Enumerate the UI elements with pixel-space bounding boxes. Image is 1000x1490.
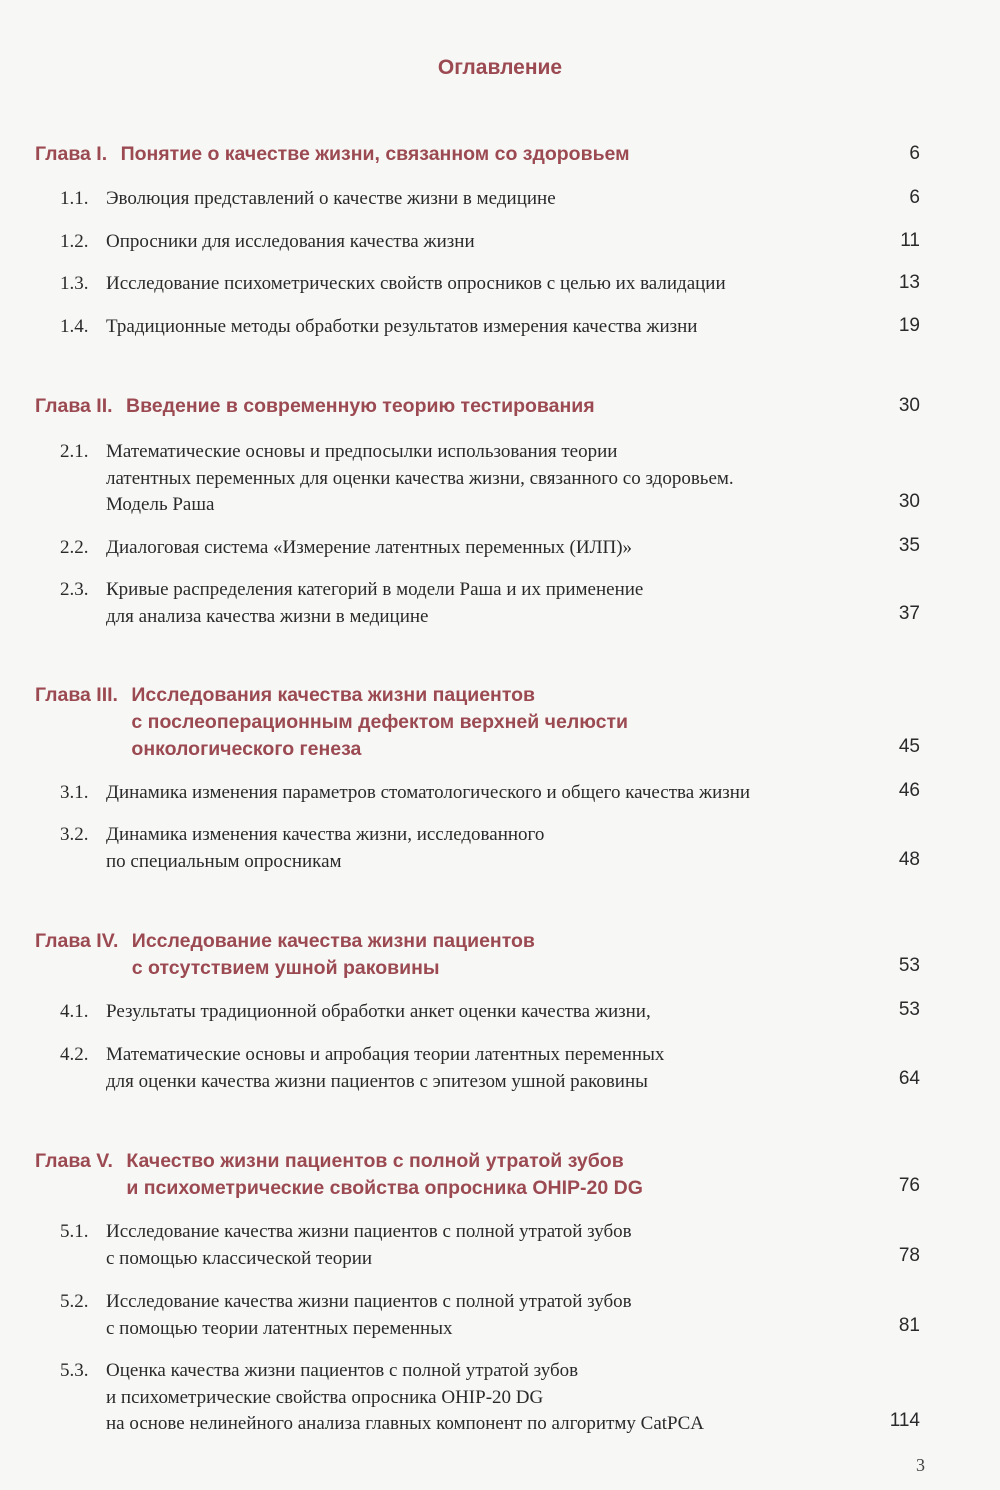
chapter-heading[interactable] bbox=[35, 1148, 643, 1202]
section-entry[interactable] bbox=[60, 822, 544, 875]
chapter-label: Глава II. bbox=[35, 395, 113, 417]
section-number: 3.2. bbox=[60, 824, 89, 845]
chapter-page: 6 bbox=[909, 143, 920, 164]
section-title: Эволюция представлений о качестве жизни в медицине bbox=[106, 188, 556, 209]
section-page: 46 bbox=[898, 780, 920, 801]
section-page: 114 bbox=[889, 1410, 920, 1431]
chapter-page: 53 bbox=[898, 955, 920, 976]
section-number: 4.1. bbox=[60, 1001, 89, 1022]
chapter-heading[interactable] bbox=[35, 141, 630, 168]
page-title: Оглавление bbox=[437, 56, 563, 79]
chapter-label: Глава I. bbox=[35, 143, 108, 165]
chapter-label: Глава V. bbox=[35, 1150, 113, 1172]
section-entry[interactable] bbox=[60, 577, 643, 630]
section-number: 1.4. bbox=[60, 316, 89, 337]
section-title: Опросники для исследования качества жизни bbox=[106, 231, 475, 252]
section-entry[interactable] bbox=[60, 1289, 632, 1342]
section-number: 5.3. bbox=[60, 1360, 89, 1381]
section-page: 53 bbox=[898, 999, 920, 1020]
section-page: 11 bbox=[900, 230, 920, 251]
section-title: Математические основы и предпосылки использования теории латентных переменных для оценки качества жизни, связанного со здоровьем. Модель Раша bbox=[106, 441, 734, 515]
section-number: 1.1. bbox=[60, 188, 89, 209]
section-page: 13 bbox=[898, 272, 920, 293]
chapter-page: 76 bbox=[898, 1175, 920, 1196]
section-entry[interactable] bbox=[60, 999, 651, 1026]
section-page: 19 bbox=[898, 315, 920, 336]
section-entry[interactable] bbox=[60, 229, 475, 256]
section-title: Оценка качества жизни пациентов с полной утратой зубов и психометрические свойства опросника OHIP-20 DG на основе нелинейного анализа главных компонент по алгоритму CatPCA bbox=[106, 1360, 704, 1434]
section-title: Динамика изменения параметров стоматологического и общего качества жизни bbox=[106, 782, 751, 803]
section-number: 4.2. bbox=[60, 1044, 89, 1065]
chapter-heading[interactable] bbox=[35, 928, 535, 982]
section-entry[interactable] bbox=[60, 1042, 664, 1095]
chapter-title: Исследования качества жизни пациентов с послеоперационным дефектом верхней челюсти онкологического генеза bbox=[131, 684, 629, 760]
section-number: 2.2. bbox=[60, 537, 89, 558]
section-page: 81 bbox=[898, 1315, 920, 1336]
section-entry[interactable] bbox=[60, 1358, 704, 1438]
section-entry[interactable] bbox=[60, 535, 632, 562]
chapter-label: Глава III. bbox=[35, 684, 118, 706]
section-entry[interactable] bbox=[60, 780, 750, 807]
section-number: 5.1. bbox=[60, 1221, 89, 1242]
section-page: 48 bbox=[898, 849, 920, 870]
chapter-label: Глава IV. bbox=[35, 930, 119, 952]
section-title: Исследование качества жизни пациентов с полной утратой зубов с помощью теории латентных переменных bbox=[106, 1291, 632, 1339]
section-page: 35 bbox=[898, 535, 920, 556]
chapter-title: Качество жизни пациентов с полной утратой зубов и психометрические свойства опросника OHIP-20 DG bbox=[126, 1150, 643, 1199]
section-number: 1.2. bbox=[60, 231, 89, 252]
section-page: 64 bbox=[898, 1068, 920, 1089]
section-page: 37 bbox=[898, 603, 920, 624]
section-title: Диалоговая система «Измерение латентных переменных (ИЛП)» bbox=[106, 537, 633, 558]
section-number: 5.2. bbox=[60, 1291, 89, 1312]
section-entry[interactable] bbox=[60, 439, 734, 519]
section-entry[interactable] bbox=[60, 1219, 632, 1272]
chapter-page: 45 bbox=[898, 736, 920, 757]
chapter-page: 30 bbox=[898, 395, 920, 416]
section-title: Исследование психометрических свойств опросников с целью их валидации bbox=[106, 273, 726, 294]
section-number: 2.1. bbox=[60, 441, 89, 462]
section-page: 6 bbox=[909, 187, 920, 208]
chapter-title: Введение в современную теорию тестирования bbox=[125, 395, 595, 417]
section-number: 3.1. bbox=[60, 782, 89, 803]
chapter-title: Исследование качества жизни пациентов с отсутствием ушной раковины bbox=[131, 930, 535, 979]
section-title: Кривые распределения категорий в модели Раша и их применение для анализа качества жизни в медицине bbox=[106, 579, 644, 627]
section-entry[interactable] bbox=[60, 186, 556, 213]
section-title: Результаты традиционной обработки анкет оценки качества жизни, bbox=[106, 1001, 651, 1022]
chapter-title: Понятие о качестве жизни, связанном со здоровьем bbox=[120, 143, 630, 165]
section-page: 30 bbox=[898, 491, 920, 512]
section-title: Динамика изменения качества жизни, исследованного по специальным опросникам bbox=[106, 824, 545, 872]
section-title: Математические основы и апробация теории латентных переменных для оценки качества жизни пациентов с эпитезом ушной раковины bbox=[106, 1044, 665, 1092]
section-entry[interactable] bbox=[60, 271, 726, 298]
section-number: 1.3. bbox=[60, 273, 89, 294]
chapter-heading[interactable] bbox=[35, 682, 628, 763]
section-page: 78 bbox=[898, 1245, 920, 1266]
section-number: 2.3. bbox=[60, 579, 89, 600]
section-title: Традиционные методы обработки результатов измерения качества жизни bbox=[106, 316, 698, 337]
chapter-heading[interactable] bbox=[35, 393, 595, 420]
section-title: Исследование качества жизни пациентов с полной утратой зубов с помощью классической теории bbox=[106, 1221, 632, 1269]
page-number: 3 bbox=[916, 1455, 925, 1475]
section-entry[interactable] bbox=[60, 314, 697, 341]
